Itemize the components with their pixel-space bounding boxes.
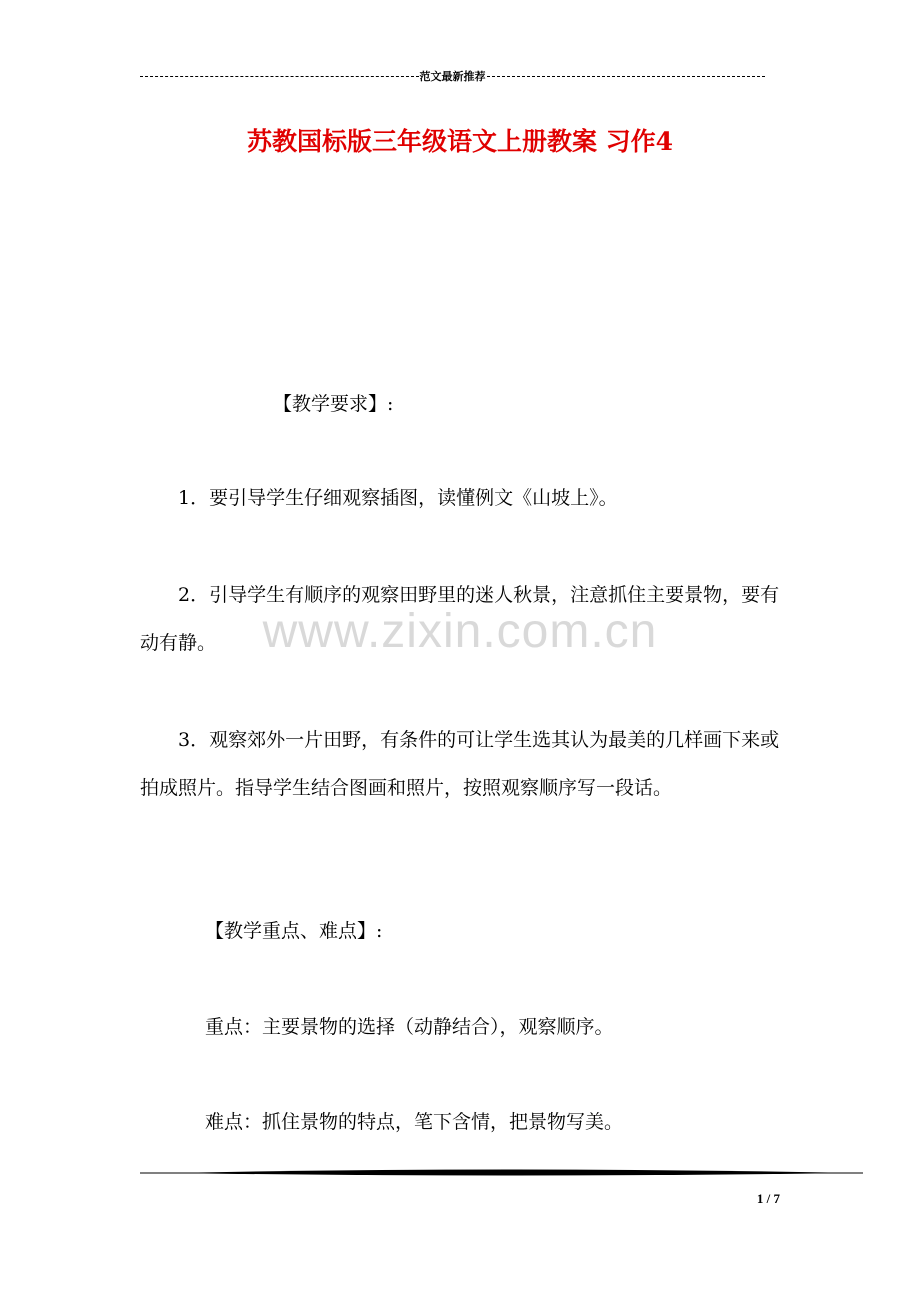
document-title: 苏教国标版三年级语文上册教案 习作4 (246, 127, 674, 156)
footer-rule (140, 1166, 863, 1180)
watermark: www.zixin.com.cn (262, 605, 658, 658)
header-rule (140, 66, 765, 86)
header-dash-right (487, 76, 766, 77)
keypoints-heading: 【教学重点、难点】: (205, 920, 383, 942)
requirement-1: 1．要引导学生仔细观察插图，读懂例文《山坡上》。 (178, 487, 618, 509)
difficulty-point: 难点：抓住景物的特点，笔下含情，把景物写美。 (205, 1111, 624, 1133)
header-dash-left (140, 76, 419, 77)
requirement-3: 3．观察郊外一片田野，有条件的可让学生选其认为最美的几样画下来或拍成照片。指导学生结合图画和照片，按照观察顺序写一段话。 (140, 729, 780, 799)
header-label: 范文最新推荐 (419, 70, 486, 83)
page-number: 1 / 7 (756, 1191, 780, 1206)
requirements-heading: 【教学要求】: (273, 393, 394, 415)
requirement-2: 2．引导学生有顺序的观察田野里的迷人秋景，注意抓住主要景物，要有动有静。 (140, 584, 780, 654)
focus-point: 重点：主要景物的选择（动静结合），观察顺序。 (205, 1016, 614, 1038)
